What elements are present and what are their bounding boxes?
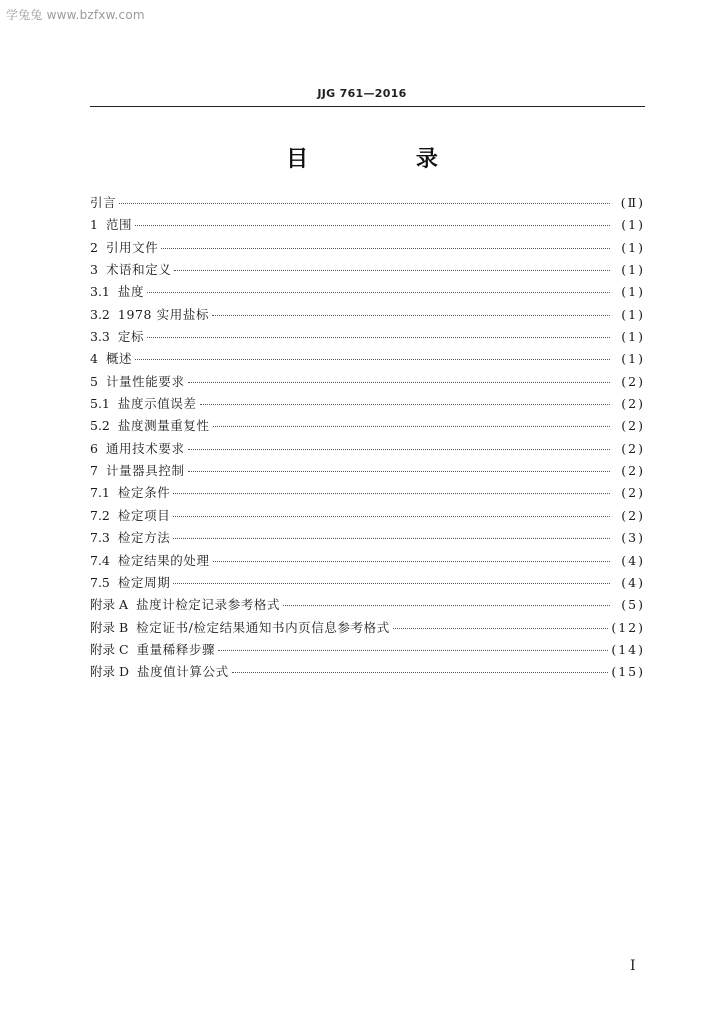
toc-entry-label: 检定方法 [117, 530, 171, 546]
toc-entry-label: 计量性能要求 [105, 373, 185, 389]
toc-leader-dots [218, 641, 608, 651]
toc-entry-label: 定标 [117, 329, 145, 345]
toc-entry-label: 通用技术要求 [105, 440, 185, 456]
toc-entry-label: 检定周期 [117, 574, 171, 590]
toc-leader-dots [174, 261, 610, 271]
toc-entry-number: 附录 C [90, 641, 129, 657]
toc-entry-page: (3) [621, 530, 645, 546]
toc-entry-label: 引言 [90, 195, 117, 210]
toc-leader-dots [147, 328, 610, 338]
toc-leader-dots [213, 417, 610, 427]
toc-entry[interactable] [90, 527, 645, 549]
toc-entry-label: 盐度 [117, 284, 145, 300]
toc-entry-page: (1) [621, 262, 645, 278]
toc-leader-dots [213, 552, 610, 562]
toc-entry-number: 3.3 [90, 329, 110, 345]
toc-leader-dots [173, 529, 610, 539]
toc-entry-page: (4) [621, 552, 645, 568]
toc-entry[interactable] [90, 281, 645, 303]
toc-leader-dots [173, 574, 610, 584]
toc-entry-page: (1) [621, 239, 645, 255]
table-of-contents [90, 192, 645, 684]
page-number: Ⅰ [630, 958, 636, 974]
toc-entry-page: (1) [621, 329, 645, 345]
toc-entry-label: 盐度计检定记录参考格式 [136, 597, 281, 613]
toc-entry[interactable] [90, 639, 645, 661]
toc-entry[interactable] [90, 304, 645, 326]
toc-entry-number: 1 [90, 217, 98, 233]
toc-entry[interactable] [90, 259, 645, 281]
toc-entry[interactable] [90, 572, 645, 594]
toc-entry-label: 检定结果的处理 [117, 552, 210, 568]
toc-entry[interactable] [90, 192, 645, 214]
toc-entry-number: 附录 B [90, 619, 129, 635]
toc-entry[interactable] [90, 348, 645, 370]
toc-entry-number: 5 [90, 373, 98, 389]
toc-leader-dots [147, 283, 610, 293]
toc-entry-label: 术语和定义 [105, 262, 172, 278]
toc-entry-number: 7.2 [90, 507, 110, 523]
toc-entry-label: 检定项目 [117, 507, 171, 523]
toc-leader-dots [212, 306, 610, 316]
toc-leader-dots [232, 663, 609, 673]
toc-entry-label: 盐度示值误差 [117, 396, 197, 412]
toc-entry-page: (2) [621, 463, 645, 479]
document-code-header: JJG 761—2016 [317, 87, 407, 100]
toc-entry[interactable] [90, 326, 645, 348]
toc-leader-dots [283, 596, 610, 606]
toc-entry-number: 7.1 [90, 485, 110, 501]
header-divider [90, 106, 645, 107]
toc-leader-dots [393, 619, 608, 629]
toc-leader-dots [173, 507, 610, 517]
toc-entry-page: (2) [621, 373, 645, 389]
toc-entry-page: (15) [611, 664, 645, 680]
toc-entry-number: 3 [90, 262, 98, 278]
toc-entry-page: (Ⅱ) [620, 195, 645, 210]
toc-entry-page: (14) [611, 641, 645, 657]
toc-entry-page: (2) [621, 396, 645, 412]
toc-entry-number: 4 [90, 351, 98, 367]
toc-entry-number: 2 [90, 239, 98, 255]
toc-leader-dots [173, 484, 610, 494]
toc-entry-number: 7.3 [90, 530, 110, 546]
toc-leader-dots [119, 194, 610, 204]
toc-entry-number: 5.2 [90, 418, 110, 434]
toc-entry-label: 计量器具控制 [105, 463, 185, 479]
toc-entry-page: (5) [621, 597, 645, 613]
toc-entry-label: 检定条件 [117, 485, 171, 501]
toc-leader-dots [188, 462, 610, 472]
toc-entry-page: (1) [621, 351, 645, 367]
toc-entry-label: 1978 实用盐标 [117, 306, 210, 322]
toc-entry-label: 概述 [105, 351, 133, 367]
toc-entry-number: 3.1 [90, 284, 110, 300]
toc-entry-page: (2) [621, 485, 645, 501]
toc-entry-label: 盐度测量重复性 [117, 418, 210, 434]
toc-entry-number: 7.5 [90, 574, 110, 590]
toc-entry[interactable] [90, 371, 645, 393]
toc-entry-number: 5.1 [90, 396, 110, 412]
toc-entry-page: (1) [621, 306, 645, 322]
toc-entry-label: 范围 [105, 217, 133, 233]
toc-entry[interactable] [90, 214, 645, 236]
toc-entry[interactable] [90, 438, 645, 460]
toc-entry-page: (2) [621, 418, 645, 434]
toc-entry-page: (2) [621, 440, 645, 456]
toc-entry[interactable] [90, 661, 645, 683]
toc-entry-number: 附录 A [90, 597, 129, 613]
toc-entry[interactable] [90, 415, 645, 437]
toc-entry-number: 6 [90, 440, 98, 456]
toc-leader-dots [188, 440, 610, 450]
toc-entry[interactable] [90, 550, 645, 572]
toc-leader-dots [188, 373, 610, 383]
toc-entry-number: 附录 D [90, 664, 129, 680]
toc-entry-page: (1) [621, 217, 645, 233]
watermark: 学兔兔 www.bzfxw.com [6, 8, 145, 22]
toc-entry-number: 7.4 [90, 552, 110, 568]
toc-entry-page: (12) [611, 619, 645, 635]
toc-entry-label: 引用文件 [105, 239, 159, 255]
toc-leader-dots [135, 216, 610, 226]
toc-entry-number: 3.2 [90, 306, 110, 322]
toc-entry[interactable] [90, 482, 645, 504]
toc-entry[interactable] [90, 505, 645, 527]
toc-entry-label: 检定证书/检定结果通知书内页信息参考格式 [136, 619, 390, 635]
toc-leader-dots [200, 395, 611, 405]
toc-entry-page: (4) [621, 574, 645, 590]
toc-entry-label: 重量稀释步骤 [136, 641, 216, 657]
toc-entry[interactable] [90, 237, 645, 259]
toc-entry[interactable] [90, 617, 645, 639]
toc-entry-label: 盐度值计算公式 [137, 664, 229, 680]
toc-entry-number: 7 [90, 463, 98, 479]
page-title: 目 录 [286, 147, 488, 172]
toc-entry[interactable] [90, 393, 645, 415]
toc-leader-dots [161, 239, 610, 249]
toc-entry[interactable] [90, 594, 645, 616]
toc-entry-page: (2) [621, 507, 645, 523]
toc-leader-dots [135, 350, 610, 360]
toc-entry[interactable] [90, 460, 645, 482]
toc-entry-page: (1) [621, 284, 645, 300]
